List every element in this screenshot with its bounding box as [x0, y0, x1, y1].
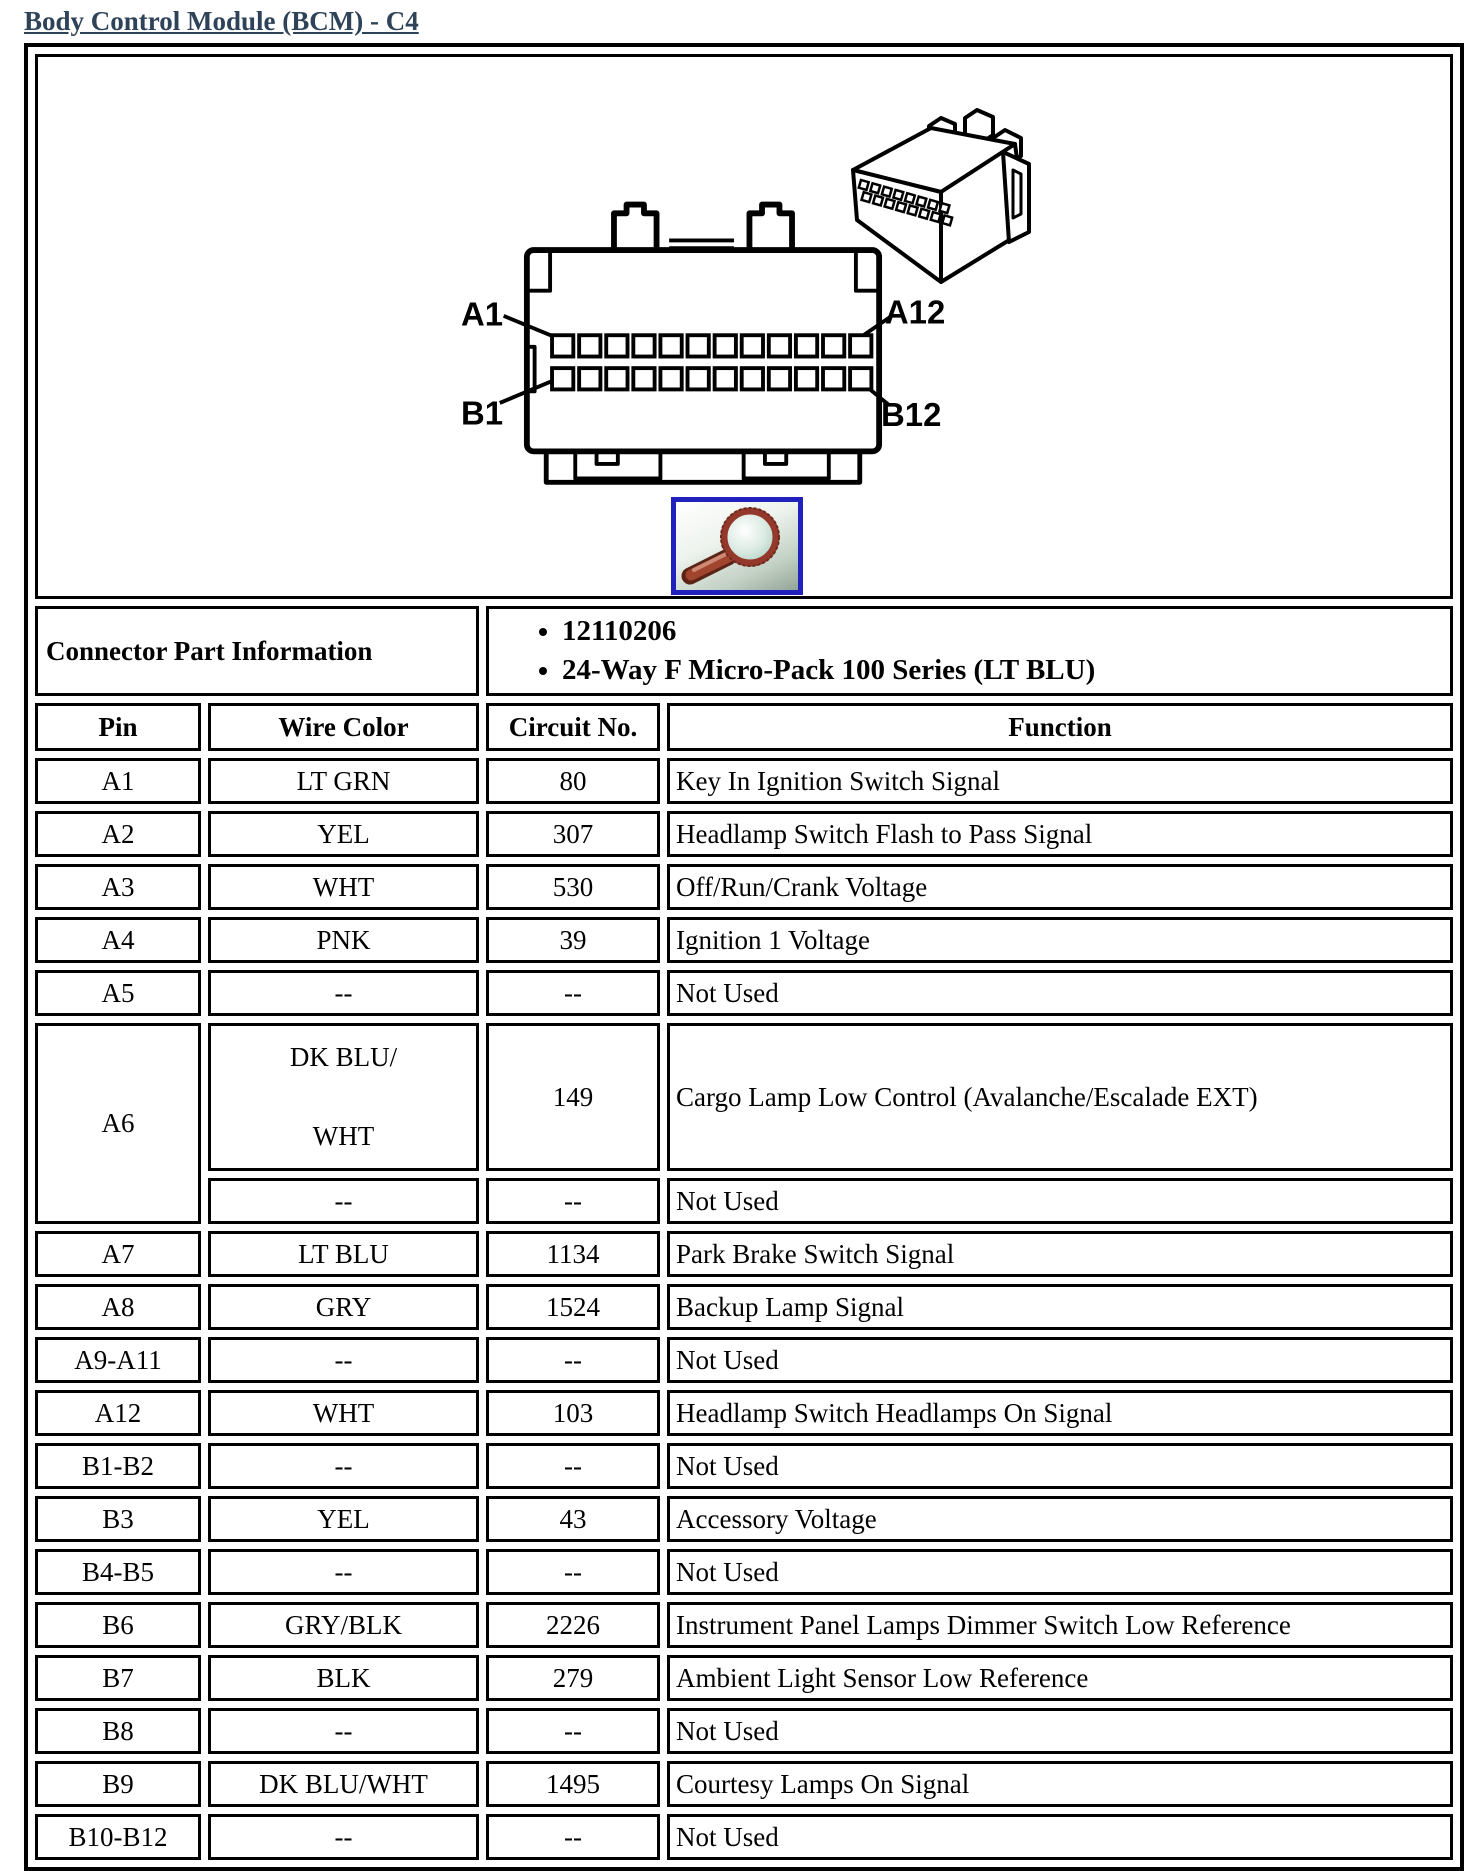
function-cell: Cargo Lamp Low Control (Avalanche/Escalade EXT): [667, 1023, 1453, 1171]
wire-color-cell: [208, 1023, 479, 1171]
table-row: [35, 1390, 1453, 1436]
part-number: • 12110206: [562, 612, 1449, 651]
pin-square: [660, 368, 681, 389]
circuit-cell: 1524: [486, 1284, 660, 1330]
wire-color-cell: --: [208, 1549, 479, 1595]
pin-label-a12: A12: [884, 293, 946, 331]
pin-label-b1: B1: [461, 394, 504, 432]
circuit-cell: 103: [486, 1390, 660, 1436]
pin-square: [606, 368, 627, 389]
wire-color-line: DK BLU/: [289, 1042, 398, 1073]
pin-square: [688, 335, 709, 356]
circuit-cell: --: [486, 1337, 660, 1383]
table-row: [35, 970, 1453, 1016]
function-cell: Not Used: [667, 970, 1453, 1016]
function-cell: Headlamp Switch Flash to Pass Signal: [667, 811, 1453, 857]
pin-square: [552, 335, 573, 356]
function-cell: Off/Run/Crank Voltage: [667, 864, 1453, 910]
wire-color-cell: --: [208, 1814, 479, 1860]
part-info-label: Connector Part Information: [35, 606, 479, 696]
pin-cell: A4: [35, 917, 201, 963]
pin-square: [579, 368, 600, 389]
pin-square: [823, 335, 844, 356]
header-row: [35, 703, 1453, 751]
pin-label-b12: B12: [881, 396, 942, 434]
circuit-cell: --: [486, 1814, 660, 1860]
pin-cell: B6: [35, 1602, 201, 1648]
pin-cell: B3: [35, 1496, 201, 1542]
pin-square: [769, 335, 790, 356]
function-cell: Not Used: [667, 1708, 1453, 1754]
connector-series: • 24-Way F Micro-Pack 100 Series (LT BLU): [562, 651, 1449, 690]
magnifier-zoom-icon: [676, 502, 798, 590]
pin-cell: B4-B5: [35, 1549, 201, 1595]
table-row: [35, 1761, 1453, 1807]
pin-square: [769, 368, 790, 389]
pin-cell: A12: [35, 1390, 201, 1436]
pin-cell: A1: [35, 758, 201, 804]
connector-front-view-image: [443, 192, 963, 492]
wire-color-cell: --: [208, 1443, 479, 1489]
circuit-cell: 2226: [486, 1602, 660, 1648]
circuit-cell: --: [486, 1708, 660, 1754]
table-row: [35, 1549, 1453, 1595]
table-row: [35, 864, 1453, 910]
part-info-values: [486, 606, 1453, 696]
part-info-row: [35, 606, 1453, 696]
pin-cell: B7: [35, 1655, 201, 1701]
function-cell: Not Used: [667, 1549, 1453, 1595]
wire-color-cell: LT GRN: [208, 758, 479, 804]
pin-square: [742, 368, 763, 389]
wire-color-cell: PNK: [208, 917, 479, 963]
wire-color-line: WHT: [312, 1121, 375, 1152]
function-cell: Headlamp Switch Headlamps On Signal: [667, 1390, 1453, 1436]
pin-cell: A3: [35, 864, 201, 910]
wire-color-cell: YEL: [208, 1496, 479, 1542]
page-title[interactable]: Body Control Module (BCM) - C4: [24, 6, 419, 36]
pin-square: [715, 335, 736, 356]
pin-cell: B8: [35, 1708, 201, 1754]
circuit-cell: --: [486, 1549, 660, 1595]
pin-grid: [552, 335, 871, 389]
function-cell: Not Used: [667, 1814, 1453, 1860]
circuit-cell: 43: [486, 1496, 660, 1542]
pin-cell: A6: [35, 1023, 201, 1224]
circuit-cell: 1134: [486, 1231, 660, 1277]
pin-cell: B1-B2: [35, 1443, 201, 1489]
pin-square: [606, 335, 627, 356]
wire-color-cell: --: [208, 1178, 479, 1224]
wire-color-cell: --: [208, 970, 479, 1016]
pin-square: [552, 368, 573, 389]
wire-color-cell: LT BLU: [208, 1231, 479, 1277]
pin-cell: B9: [35, 1761, 201, 1807]
pin-label-a1: A1: [461, 295, 504, 333]
function-cell: Not Used: [667, 1337, 1453, 1383]
pin-square: [823, 368, 844, 389]
table-row: [35, 1708, 1453, 1754]
pin-square: [660, 335, 681, 356]
wire-color-cell: GRY/BLK: [208, 1602, 479, 1648]
pin-square: [742, 335, 763, 356]
wire-color-cell: DK BLU/WHT: [208, 1761, 479, 1807]
table-row: [35, 1178, 1453, 1224]
circuit-cell: 80: [486, 758, 660, 804]
wire-color-cell: BLK: [208, 1655, 479, 1701]
column-header-function: Function: [667, 703, 1453, 751]
table-row: [35, 758, 1453, 804]
table-row: [35, 1443, 1453, 1489]
table-row: [35, 1602, 1453, 1648]
function-cell: Park Brake Switch Signal: [667, 1231, 1453, 1277]
circuit-cell: 279: [486, 1655, 660, 1701]
wire-color-cell: GRY: [208, 1284, 479, 1330]
table-row: [35, 917, 1453, 963]
column-header-circuit-no: Circuit No.: [486, 703, 660, 751]
function-cell: Not Used: [667, 1178, 1453, 1224]
wire-color-cell: --: [208, 1708, 479, 1754]
function-cell: Courtesy Lamps On Signal: [667, 1761, 1453, 1807]
function-cell: Key In Ignition Switch Signal: [667, 758, 1453, 804]
wire-color-cell: YEL: [208, 811, 479, 857]
circuit-cell: 1495: [486, 1761, 660, 1807]
function-cell: Ignition 1 Voltage: [667, 917, 1453, 963]
pin-square: [633, 335, 654, 356]
pin-square: [633, 368, 654, 389]
pin-square: [688, 368, 709, 389]
diagram-cell: [35, 54, 1453, 599]
function-cell: Ambient Light Sensor Low Reference: [667, 1655, 1453, 1701]
circuit-cell: 530: [486, 864, 660, 910]
pin-cell: A2: [35, 811, 201, 857]
circuit-cell: --: [486, 970, 660, 1016]
table-row: [35, 1814, 1453, 1860]
function-cell: Backup Lamp Signal: [667, 1284, 1453, 1330]
table-row: [35, 811, 1453, 857]
zoom-button[interactable]: [671, 497, 803, 595]
pin-square: [579, 335, 600, 356]
part-info-list: [490, 612, 1449, 690]
circuit-cell: --: [486, 1178, 660, 1224]
table-row: [35, 1655, 1453, 1701]
wire-color-cell: --: [208, 1337, 479, 1383]
circuit-cell: 39: [486, 917, 660, 963]
wire-color-cell: WHT: [208, 864, 479, 910]
table-row: [35, 1337, 1453, 1383]
wire-color-cell: WHT: [208, 1390, 479, 1436]
table-row: [35, 1496, 1453, 1542]
pin-cell: A7: [35, 1231, 201, 1277]
function-cell: Instrument Panel Lamps Dimmer Switch Low Reference: [667, 1602, 1453, 1648]
table-row: [35, 1284, 1453, 1330]
function-cell: Not Used: [667, 1443, 1453, 1489]
circuit-cell: 149: [486, 1023, 660, 1171]
column-header-pin: Pin: [35, 703, 201, 751]
connector-info-table: [24, 43, 1464, 1871]
pin-cell: B10-B12: [35, 1814, 201, 1860]
function-cell: Accessory Voltage: [667, 1496, 1453, 1542]
diagram-row: [35, 54, 1453, 599]
pin-square: [850, 335, 871, 356]
circuit-cell: 307: [486, 811, 660, 857]
pin-square: [796, 368, 817, 389]
pin-cell: A8: [35, 1284, 201, 1330]
table-row: [35, 1231, 1453, 1277]
pin-cell: A5: [35, 970, 201, 1016]
pin-cell: A9-A11: [35, 1337, 201, 1383]
pin-table-body: [35, 758, 1453, 1860]
column-header-wire-color: Wire Color: [208, 703, 479, 751]
pin-square: [715, 368, 736, 389]
table-row: [35, 1023, 1453, 1171]
circuit-cell: --: [486, 1443, 660, 1489]
pin-square: [796, 335, 817, 356]
pin-square: [850, 368, 871, 389]
